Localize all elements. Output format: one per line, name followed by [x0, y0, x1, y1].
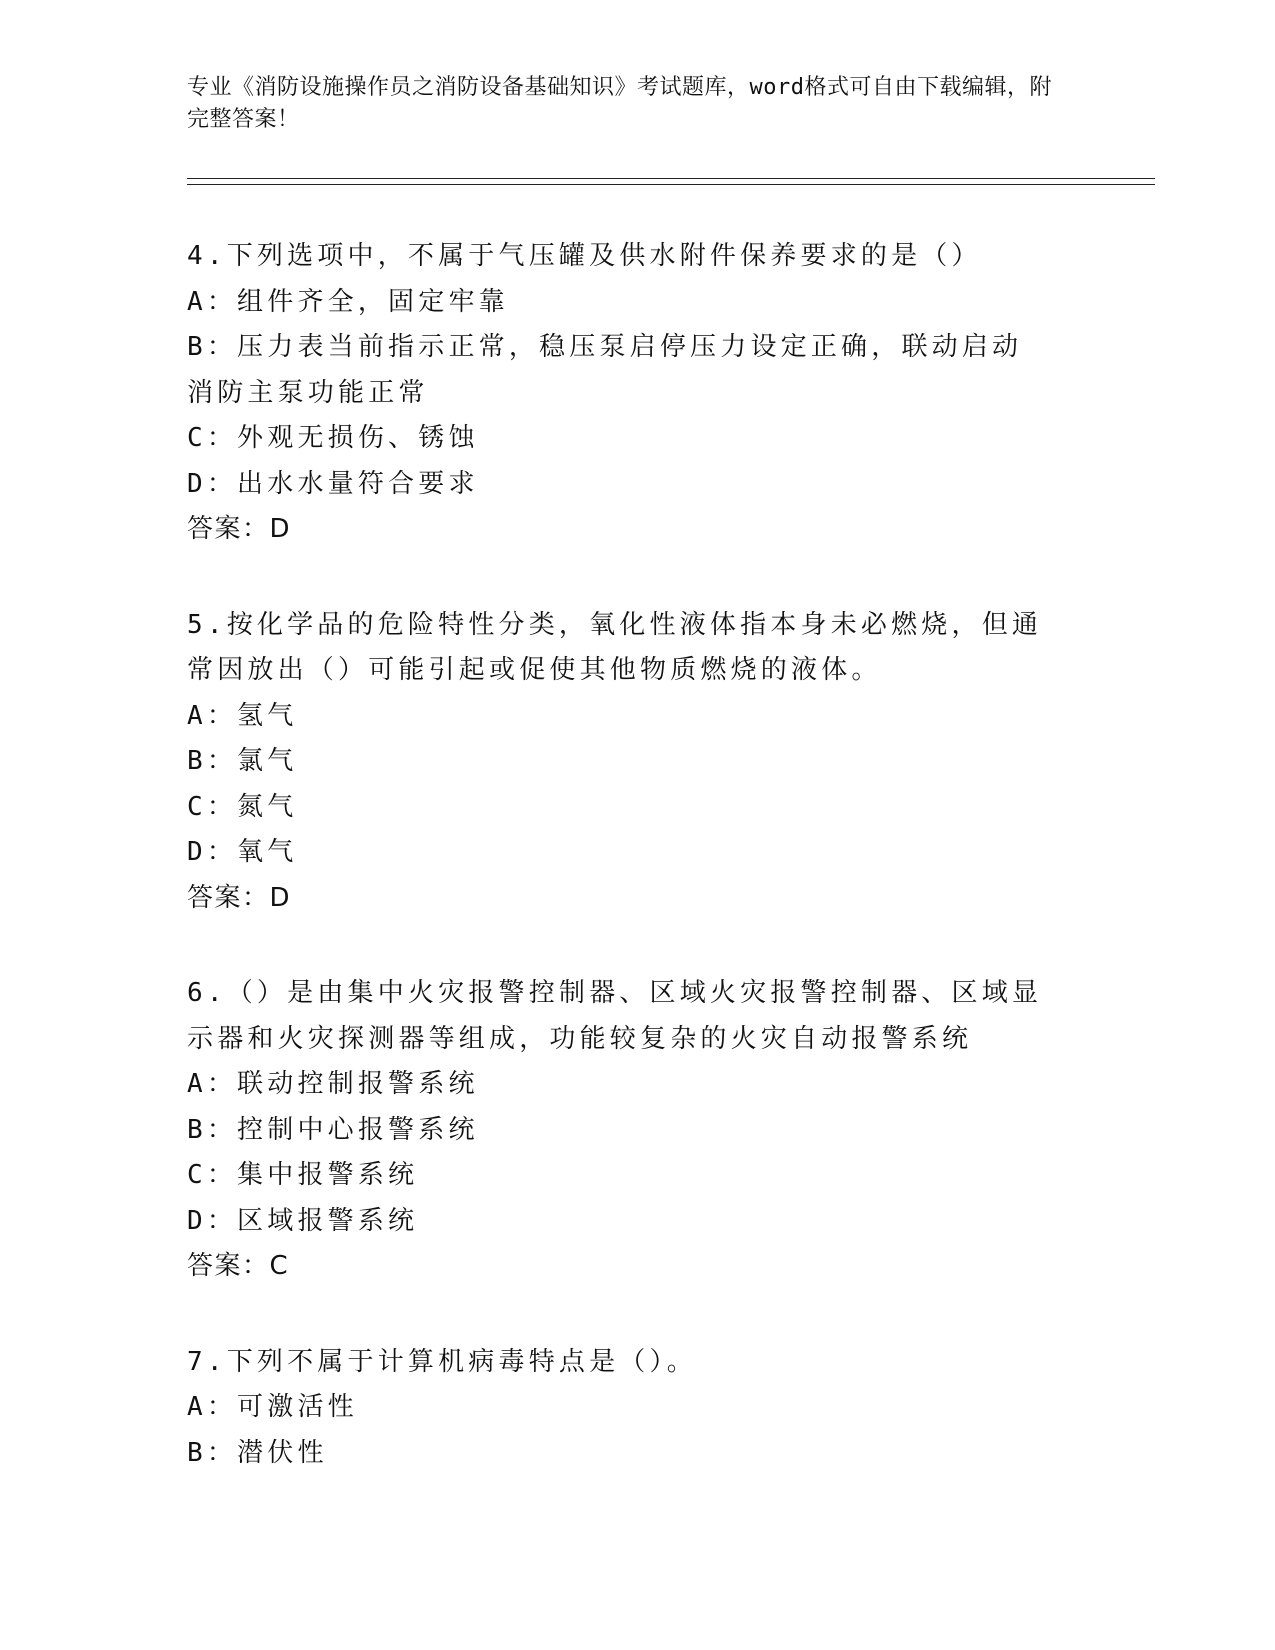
option-c: C：氮气 [187, 791, 298, 822]
question-stem: 4.下列选项中，不属于气压罐及供水附件保养要求的是（） [187, 241, 982, 271]
option-d: D：氧气 [187, 837, 298, 867]
answer: 答案：C [187, 1251, 290, 1281]
question-4 [187, 234, 1087, 553]
question-stem: 6.（）是由集中火灾报警控制器、区域火灾报警控制器、区域显示器和火灾探测器等组成，功能较复杂的火灾自动报警系统 [187, 978, 1043, 1054]
header-rule-bottom [187, 184, 1155, 185]
document-header: 专业《消防设施操作员之消防设备基础知识》考试题库，word格式可自由下载编辑，附完整答案！ [187, 75, 1052, 132]
answer: 答案：D [187, 882, 292, 913]
option-b: B：氯气 [187, 746, 298, 776]
option-a: A：氢气 [187, 700, 298, 731]
option-a: A：可激活性 [187, 1392, 358, 1422]
question-5 [187, 603, 1087, 922]
option-d: D：出水水量符合要求 [187, 468, 479, 499]
option-a: A：联动控制报警系统 [187, 1069, 479, 1099]
option-c: C：外观无损伤、锈蚀 [187, 423, 479, 453]
header-rule-top [187, 178, 1155, 179]
question-list [187, 234, 1087, 1526]
option-b: B：压力表当前指示正常，稳压泵启停压力设定正确，联动启动消防主泵功能正常 [187, 332, 1023, 408]
question-stem: 7.下列不属于计算机病毒特点是（）。 [187, 1346, 697, 1377]
option-c: C：集中报警系统 [187, 1160, 419, 1190]
option-b: B：控制中心报警系统 [187, 1114, 479, 1145]
option-a: A：组件齐全，固定牢靠 [187, 286, 509, 317]
answer: 答案：D [187, 514, 292, 544]
option-d: D：区域报警系统 [187, 1205, 419, 1236]
question-7 [187, 1340, 1087, 1477]
question-6 [187, 971, 1087, 1290]
question-stem: 5.按化学品的危险特性分类，氧化性液体指本身未必燃烧，但通常因放出（）可能引起或促使其他物质燃烧的液体。 [187, 609, 1043, 685]
option-b: B：潜伏性 [187, 1437, 328, 1468]
